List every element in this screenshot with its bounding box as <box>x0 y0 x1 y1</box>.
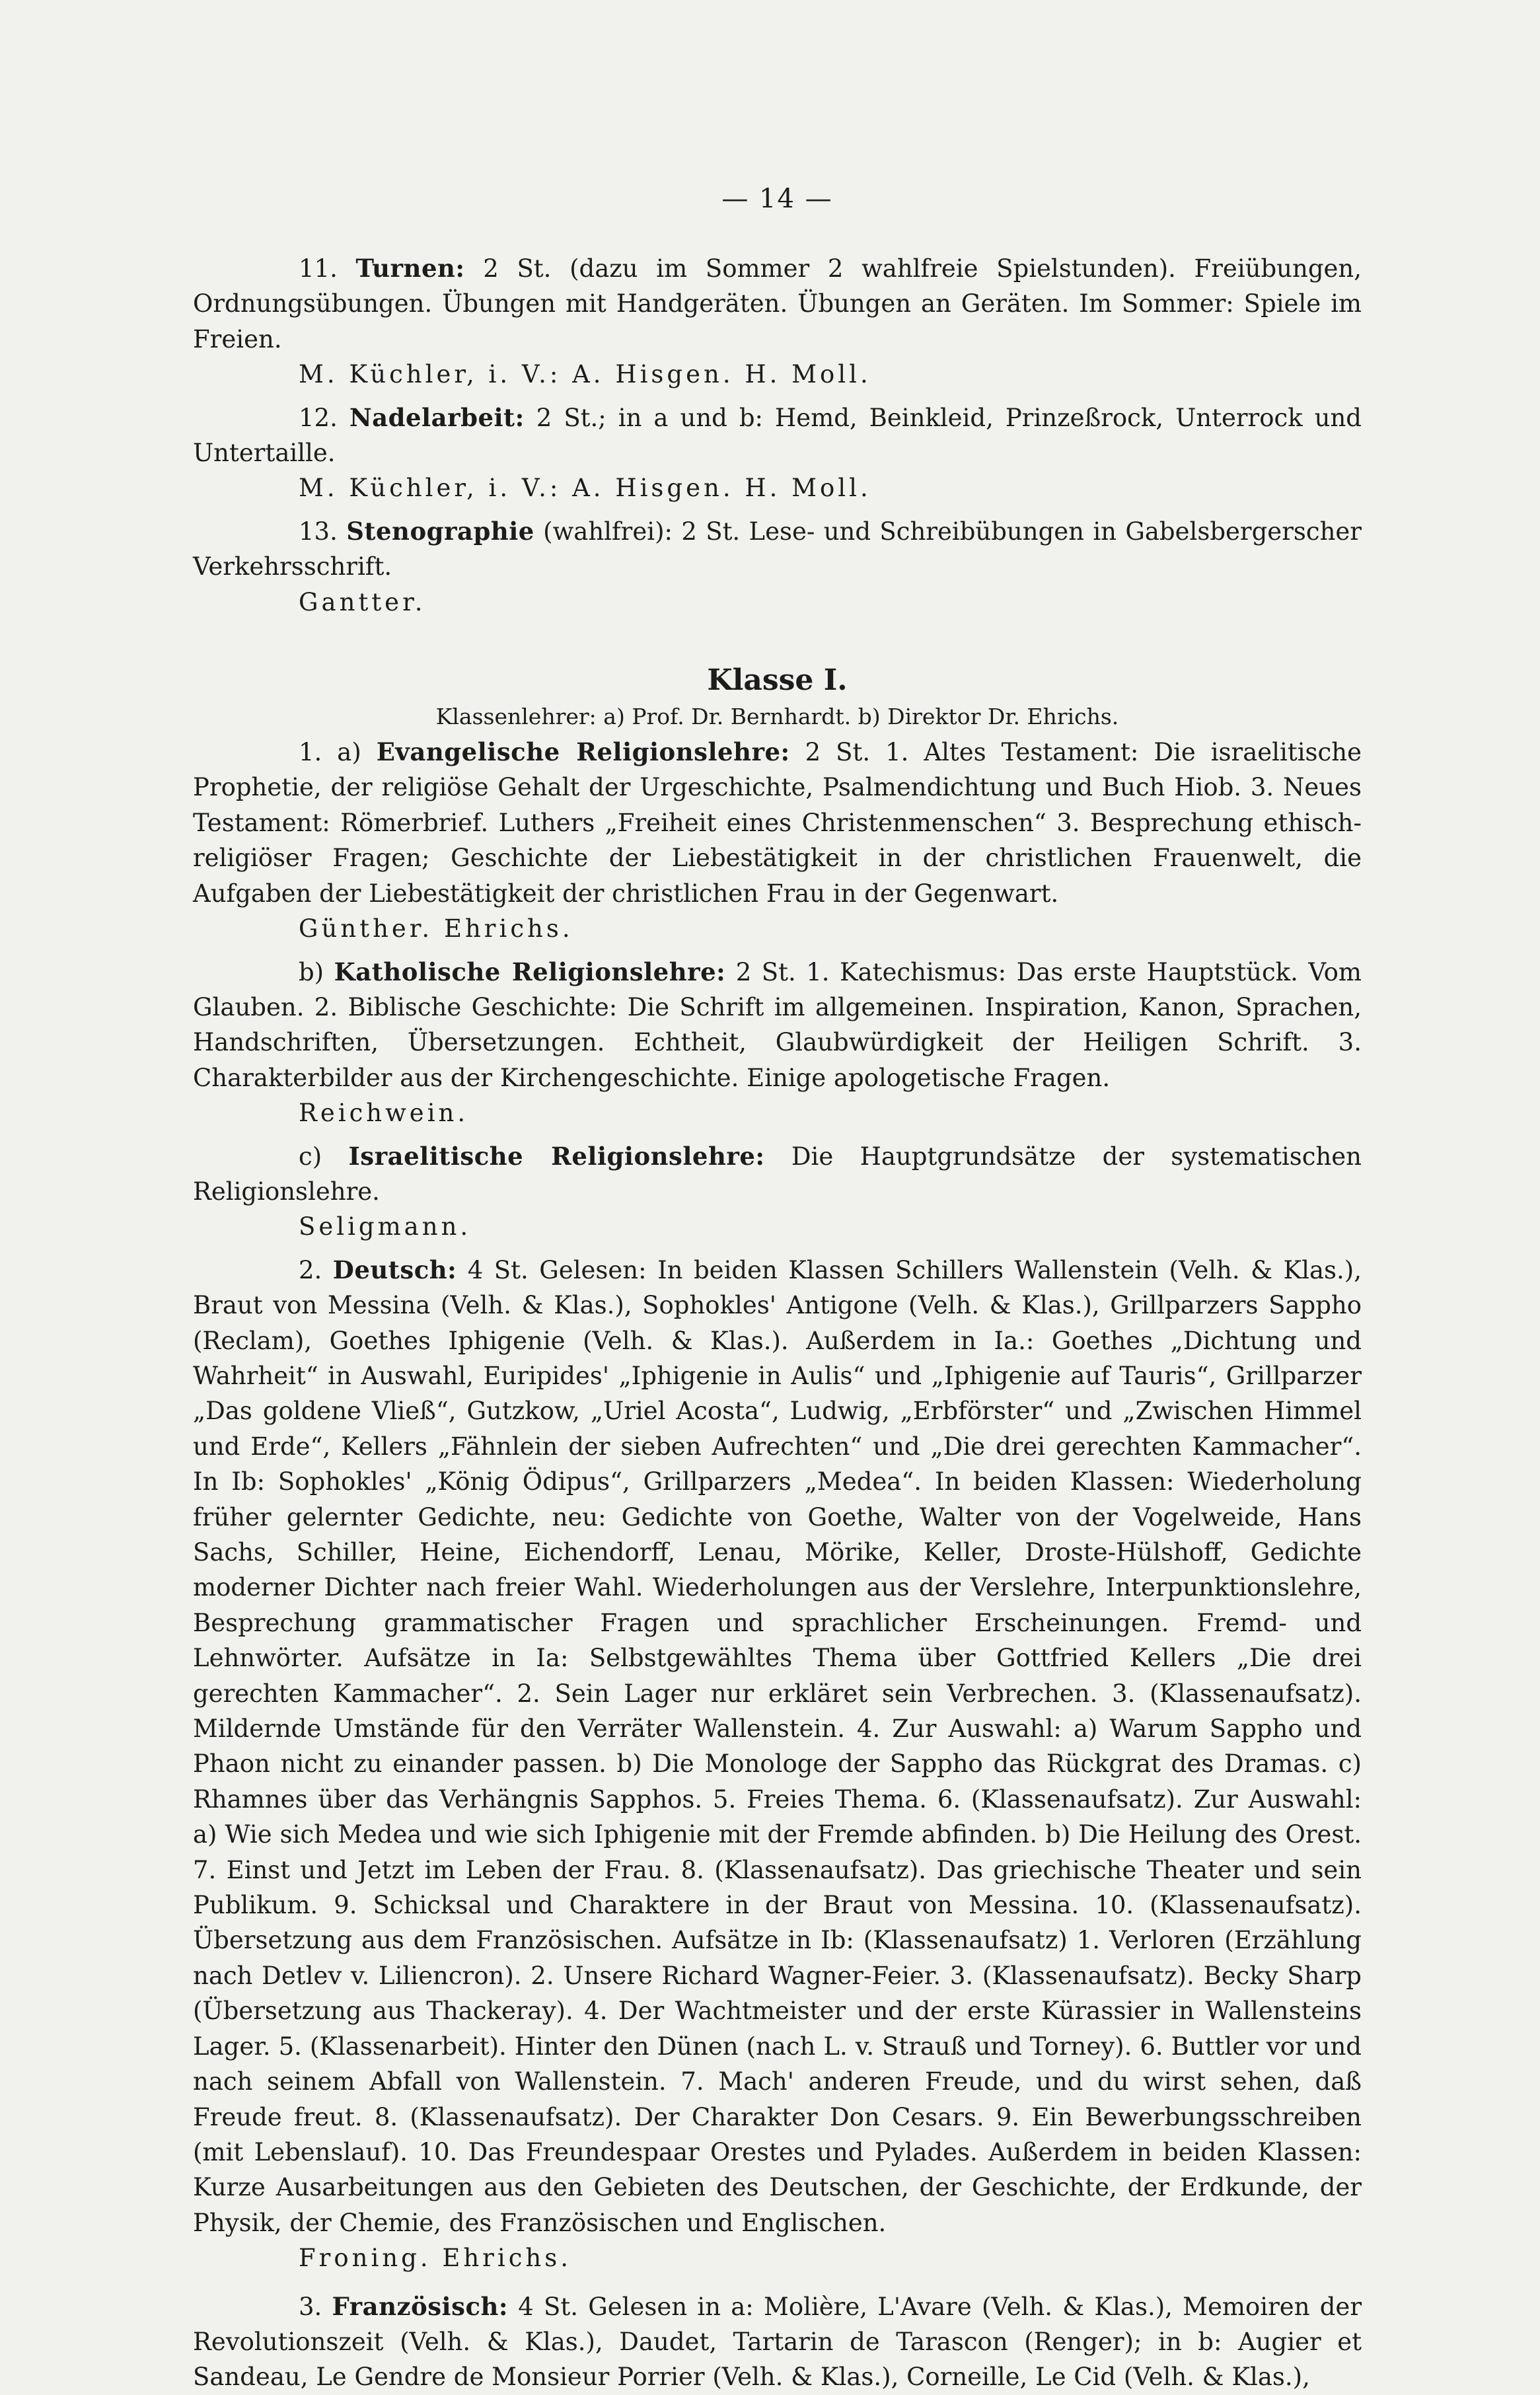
teacher-credit: M. Küchler, i. V.: A. Hisgen. H. Moll. <box>299 474 871 503</box>
item-israelitische-religion <box>193 1139 1362 1245</box>
item-heading: Israelitische Religionslehre: <box>348 1141 765 1171</box>
item-number: 2. <box>299 1255 322 1284</box>
item-body: (wahlfrei): 2 St. Lese- und Schreibübungen in Gabelsbergerscher Verkehrsschrift. <box>193 517 1362 581</box>
item-katholische-religion <box>193 955 1362 1131</box>
item-number: c) <box>299 1142 322 1171</box>
item-body: 2 St. 1. Katechismus: Das erste Hauptstück. Vom Glauben. 2. Biblische Geschichte: Die Schrift im allgemeinen. Inspiration, Kanon, Sprachen, Handschriften, Übersetzungen. Echtheit, Glaubwürdigkeit der Heiligen Schrift. 3. Charakterbilder aus der Kirchengeschichte. Einige apologetische Fragen. <box>193 957 1362 1092</box>
teacher-credit: Reichwein. <box>299 1099 469 1128</box>
item-number: 12. <box>299 403 338 432</box>
page-number: — 14 — <box>721 184 833 214</box>
item-heading: Stenographie <box>346 516 534 546</box>
item-evangelische-religion <box>193 735 1362 946</box>
item-body: Die Hauptgrundsätze der systematischen Religionslehre. <box>193 1142 1362 1206</box>
item-franzoesisch <box>193 2289 1362 2395</box>
item-number: 11. <box>299 254 338 283</box>
item-number: 13. <box>299 517 338 546</box>
teacher-credit: Günther. Ehrichs. <box>299 914 573 943</box>
teacher-credit: Gantter. <box>299 587 426 616</box>
item-number: b) <box>299 957 324 986</box>
teacher-credit: Froning. Ehrichs. <box>299 2244 571 2273</box>
item-body: 4 St. Gelesen in a: Molière, L'Avare (Velh. & Klas.), Memoiren der Revolutionszeit (Velh. & Klas.), Daudet, Tartarin de Tarascon (Renger); in b: Augier et Sandeau, Le Gendre de Monsieur Porrier (Velh. & Klas.), Corneille, Le Cid (Velh. & Klas.), <box>193 2292 1362 2392</box>
item-body: 2 St. (dazu im Sommer 2 wahlfreie Spielstunden). Freiübungen, Ordnungsübungen. Übungen mit Handgeräten. Übungen an Geräten. Im Sommer: Spiele im Freien. <box>193 254 1362 353</box>
section-title: Klasse I. <box>707 663 848 698</box>
item-number: 3. <box>299 2292 322 2321</box>
item-turnen <box>193 251 1362 392</box>
item-heading: Evangelische Religionslehre: <box>376 737 790 767</box>
item-number: 1. a) <box>299 738 361 767</box>
item-stenographie <box>193 514 1362 620</box>
item-body: 2 St.; in a und b: Hemd, Beinkleid, Prinzeßrock, Unterrock und Untertaille. <box>193 403 1362 468</box>
item-heading: Turnen: <box>355 254 465 283</box>
item-heading: Deutsch: <box>332 1255 457 1284</box>
item-deutsch <box>193 1253 1362 2276</box>
item-heading: Nadelarbeit: <box>349 402 525 432</box>
item-heading: Katholische Religionslehre: <box>334 957 726 986</box>
teacher-credit: M. Küchler, i. V.: A. Hisgen. H. Moll. <box>299 360 871 389</box>
item-heading: Französisch: <box>332 2291 509 2321</box>
teacher-credit: Seligmann. <box>299 1212 472 1241</box>
class-teachers: Klassenlehrer: a) Prof. Dr. Bernhardt. b) Direktor Dr. Ehrichs. <box>435 704 1119 730</box>
item-body: 4 St. Gelesen: In beiden Klassen Schillers Wallenstein (Velh. & Klas.), Braut von Messina (Velh. & Klas.), Sophokles' Antigone (Velh. & Klas.), Grillparzers Sappho (Reclam), Goethes Iphigenie (Velh. & Klas.). Außerdem in Ia.: Goethes „Dichtung und Wahrheit“ in Auswahl, Euripides' „Iphigenie in Aulis“ und „Iphigenie auf Tauris“, Grillparzer „Das goldene Vließ“, Gutzkow, „Uriel Acosta“, Ludwig, „Erbförster“ und „Zwischen Himmel und Erde“, Kellers „Fähnlein der sieben Aufrechten“ und „Die drei gerechten Kammacher“. In Ib: Sophokles' „König Ödipus“, Grillparzers „Medea“. In beiden Klassen: Wiederholung früher gelernter Gedichte, neu: Gedichte von Goethe, Walter von der Vogelweide, Hans Sachs, Schiller, Heine, Eichendorff, Lenau, Mörike, Keller, Droste-Hülshoff, Gedichte moderner Dichter nach freier Wahl. Wiederholungen aus der Verslehre, Interpunktionslehre, Besprechung grammatischer Fragen und sprachlicher Erscheinungen. Fremd- und Lehnwörter. Aufsätze in Ia: Selbstgewähltes Thema über Gottfried Kellers „Die drei gerechten Kammacher“. 2. Sein Lager nur erkläret sein Verbrechen. 3. (Klassenaufsatz). Mildernde Umstände für den Verräter Wallenstein. 4. Zur Auswahl: a) Warum Sappho und Phaon nicht zu einander passen. b) Die Monologe der Sappho das Rückgrat des Dramas. c) Rhamnes über das Verhängnis Sapphos. 5. Freies Thema. 6. (Klassenaufsatz). Zur Auswahl: a) Wie sich Medea und wie sich Iphigenie mit der Fremde abfinden. b) Die Heilung des Orest. 7. Einst und Jetzt im Leben der Frau. 8. (Klassenaufsatz). Das griechische Theater und sein Publikum. 9. Schicksal und Charaktere in der Braut von Messina. 10. (Klassenaufsatz). Übersetzung aus dem Französischen. Aufsätze in Ib: (Klassenaufsatz) 1. Verloren (Erzählung nach Detlev v. Liliencron). 2. Unsere Richard Wagner-Feier. 3. (Klassenaufsatz). Becky Sharp (Übersetzung aus Thackeray). 4. Der Wachtmeister und der erste Kürassier in Wallensteins Lager. 5. (Klassenarbeit). Hinter den Dünen (nach L. v. Strauß und Torney). 6. Buttler vor und nach seinem Abfall von Wallenstein. 7. Mach' anderen Freude, und du wirst sehen, daß Freude freut. 8. (Klassenaufsatz). Der Charakter Don Cesars. 9. Ein Bewerbungsschreiben (mit Lebenslauf). 10. Das Freundespaar Orestes und Pylades. Außerdem in beiden Klassen: Kurze Ausarbeitungen aus den Gebieten des Deutschen, der Geschichte, der Erdkunde, der Physik, der Chemie, des Französischen und Englischen. <box>193 1255 1362 2237</box>
item-nadelarbeit <box>193 400 1362 506</box>
item-body: 2 St. 1. Altes Testament: Die israelitische Prophetie, der religiöse Gehalt der Urgeschichte, Psalmendichtung und Buch Hiob. 3. Neues Testament: Römerbrief. Luthers „Freiheit eines Christenmenschen“ 3. Besprechung ethisch-religiöser Fragen; Geschichte der Liebestätigkeit in der christlichen Frauenwelt, die Aufgaben der Liebestätigkeit der christlichen Frau in der Gegenwart. <box>193 738 1362 908</box>
